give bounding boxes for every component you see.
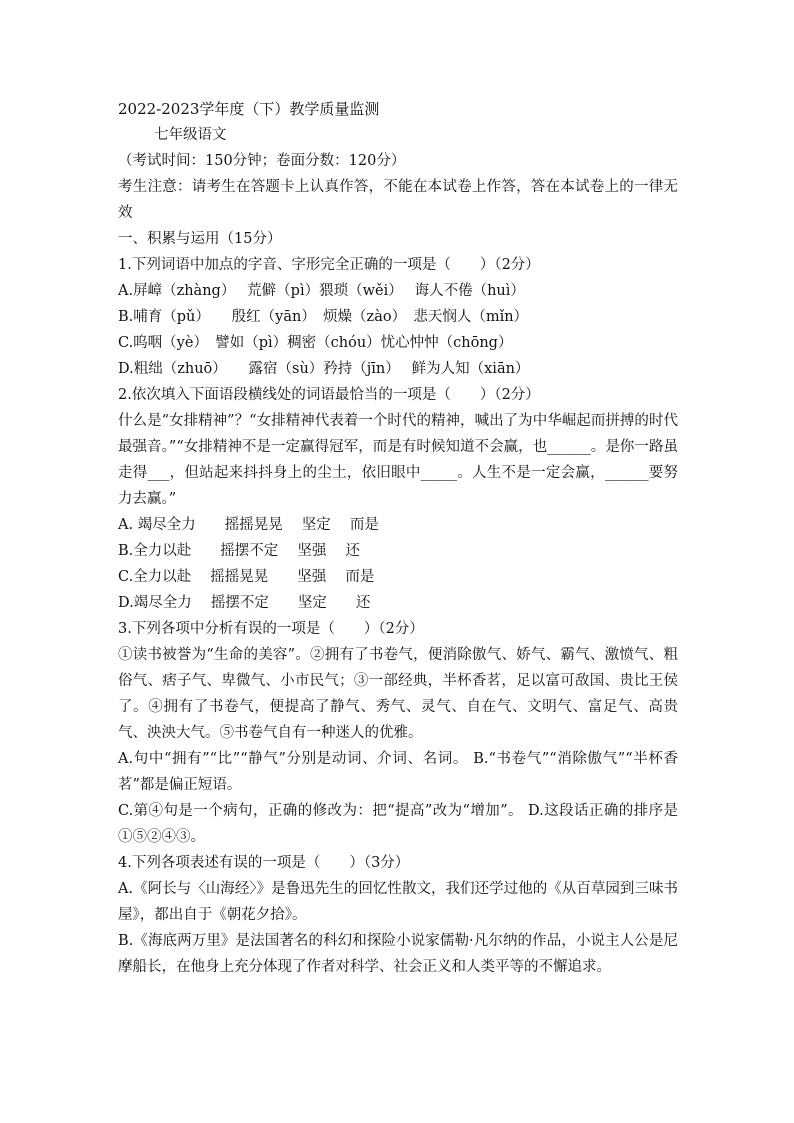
question-4-option-b: B.《海底两万里》是法国著名的科幻和探险小说家儒勒·凡尔纳的作品，小说主人公是尼摩船长，在他身上充分体现了作者对科学、社会正义和人类平等的不懈追求。 (118, 933, 678, 975)
question-4-stem: 4.下列各项表述有误的一项是（ ）（3分） (118, 855, 410, 871)
exam-title: 2022-2023学年度（下）教学质量监测 (118, 100, 380, 118)
question-2-option-d: D.竭尽全力 摇摆不定 坚定 还 (118, 595, 371, 611)
question-3-options-ab: A.句中“拥有”“比”“静气”分别是动词、介词、名词。 B.“书卷气”“消除傲气”“半杯香茗”都是偏正短语。 (118, 751, 678, 793)
question-1-option-a: A.屏嶂（zhàng） 荒僻（pì）猥琐（wěi） 诲人不倦（huì） (118, 283, 525, 299)
question-3-stem: 3.下列各项中分析有误的一项是（ ）（2分） (118, 621, 424, 637)
question-1-option-d: D.粗绌（zhuō） 露宿（sù）矜持（jīn） 鲜为人知（xiān） (118, 361, 530, 377)
question-1-stem: 1.下列词语中加点的字音、字形完全正确的一项是（ ）（2分） (118, 257, 540, 273)
question-2-passage: 什么是“女排精神”？“女排精神代表着一个时代的精神，喊出了为中华崛起而拼搏的时代最强音。”“女排精神不是一定赢得冠军，而是有时候知道不会赢，也______。是你一路虽走得___，但站起来抖抖身上的尘土，依旧眼中_____。人生不是一定会赢，______要努力去赢。” (118, 413, 678, 507)
question-3-options-cd: C.第④句是一个病句，正确的修改为：把“提高”改为“增加”。 D.这段话正确的排序是①⑤②④③。 (118, 803, 678, 845)
question-3-passage: ①读书被誉为“生命的美容”。②拥有了书卷气，便消除傲气、娇气、霸气、激愤气、粗俗气、痞子气、卑微气、小市民气；③一部经典，半杯香茗，足以富可敌国、贵比王侯了。④拥有了书卷气，便提高了静气、秀气、灵气、自在气、文明气、富足气、高贵气、泱泱大气。⑤书卷气自有一种迷人的优雅。 (118, 647, 678, 741)
question-4-option-a: A.《阿长与〈山海经〉》是鲁迅先生的回忆性散文，我们还学过他的《从百草园到三味书屋》，都出自于《朝花夕拾》。 (118, 881, 678, 923)
question-2-option-b: B.全力以赴 摇摆不定 坚强 还 (118, 543, 360, 559)
exam-notice: 考生注意：请考生在答题卡上认真作答，不能在本试卷上作答，答在本试卷上的一律无效 (118, 179, 678, 221)
exam-subtitle: 七年级语文 (154, 127, 227, 143)
question-2-option-a: A. 竭尽全力 摇摇晃晃 坚定 而是 (118, 517, 379, 533)
question-1-option-c: C.呜咽（yè） 譬如（pì）稠密（chóu）忧心忡忡（chōng） (118, 335, 513, 351)
exam-info: （考试时间：150分钟；卷面分数：120分） (118, 153, 406, 169)
question-1-option-b: B.哺育（pǔ） 殷红（yān） 烦燥（zào） 悲天悯人（mǐn） (118, 309, 529, 325)
exam-page (118, 96, 678, 980)
question-2-option-c: C.全力以赴 摇摇晃晃 坚强 而是 (118, 569, 375, 585)
question-2-stem: 2.依次填入下面语段横线处的词语最恰当的一项是（ ）（2分） (118, 387, 540, 403)
section-heading: 一、积累与运用（15分） (118, 231, 282, 247)
